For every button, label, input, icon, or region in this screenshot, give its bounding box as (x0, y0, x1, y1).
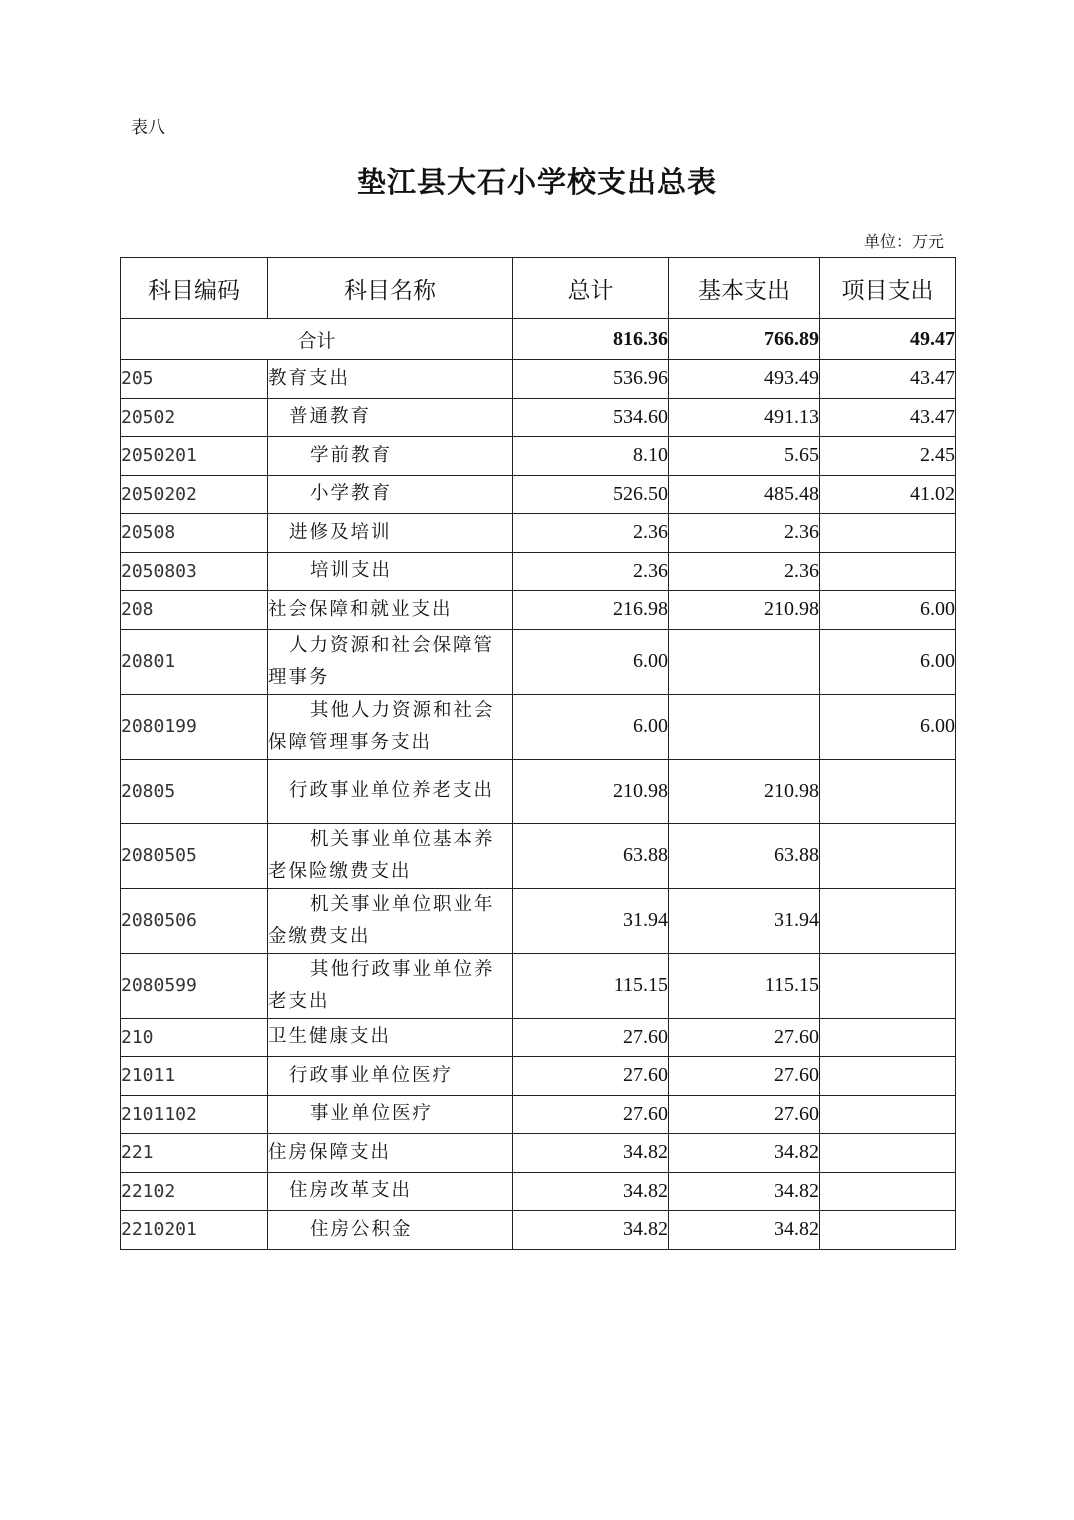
row-name: 事业单位医疗 (268, 1095, 513, 1134)
row-total: 536.96 (513, 360, 669, 399)
header-row (121, 258, 956, 319)
total-basic: 766.89 (669, 319, 820, 360)
row-name: 培训支出 (268, 552, 513, 591)
row-basic: 27.60 (669, 1095, 820, 1134)
row-name: 其他人力资源和社会保障管理事务支出 (268, 694, 513, 759)
row-name: 其他行政事业单位养老支出 (268, 953, 513, 1018)
row-total: 34.82 (513, 1134, 669, 1173)
row-total: 34.82 (513, 1211, 669, 1250)
table-row (121, 360, 956, 399)
row-basic: 63.88 (669, 823, 820, 888)
row-code: 20502 (121, 398, 268, 437)
row-basic: 210.98 (669, 759, 820, 823)
row-project (820, 1018, 956, 1057)
row-code: 20801 (121, 629, 268, 694)
table-row (121, 1211, 956, 1250)
row-name: 住房公积金 (268, 1211, 513, 1250)
row-name: 社会保障和就业支出 (268, 591, 513, 630)
row-project (820, 1095, 956, 1134)
row-project: 6.00 (820, 629, 956, 694)
row-name: 人力资源和社会保障管理事务 (268, 629, 513, 694)
row-basic: 34.82 (669, 1134, 820, 1173)
row-name: 住房保障支出 (268, 1134, 513, 1173)
row-code: 2050202 (121, 475, 268, 514)
row-total: 2.36 (513, 552, 669, 591)
row-code: 20508 (121, 514, 268, 553)
row-project (820, 1057, 956, 1096)
table-row (121, 694, 956, 759)
row-basic: 27.60 (669, 1018, 820, 1057)
table-row (121, 398, 956, 437)
total-label: 合计 (121, 319, 513, 360)
row-name: 机关事业单位职业年金缴费支出 (268, 888, 513, 953)
row-name: 卫生健康支出 (268, 1018, 513, 1057)
row-name: 机关事业单位基本养老保险缴费支出 (268, 823, 513, 888)
row-basic: 5.65 (669, 437, 820, 476)
row-code: 2080599 (121, 953, 268, 1018)
row-project: 41.02 (820, 475, 956, 514)
row-total: 8.10 (513, 437, 669, 476)
row-code: 210 (121, 1018, 268, 1057)
table-row (121, 629, 956, 694)
total-total: 816.36 (513, 319, 669, 360)
header-code: 科目编码 (121, 258, 268, 319)
table-row (121, 759, 956, 823)
unit-label: 单位：万元 (863, 232, 944, 251)
row-project (820, 953, 956, 1018)
row-project: 6.00 (820, 591, 956, 630)
row-total: 526.50 (513, 475, 669, 514)
row-basic: 2.36 (669, 514, 820, 553)
row-project (820, 552, 956, 591)
header-name: 科目名称 (268, 258, 513, 319)
row-project (820, 888, 956, 953)
row-basic (669, 694, 820, 759)
row-total: 34.82 (513, 1172, 669, 1211)
row-total: 6.00 (513, 694, 669, 759)
table-row (121, 1095, 956, 1134)
table-row (121, 437, 956, 476)
row-name: 行政事业单位养老支出 (268, 759, 513, 823)
row-total: 27.60 (513, 1095, 669, 1134)
row-project (820, 823, 956, 888)
row-code: 21011 (121, 1057, 268, 1096)
row-project (820, 1172, 956, 1211)
row-basic (669, 629, 820, 694)
table-row (121, 1018, 956, 1057)
row-basic: 115.15 (669, 953, 820, 1018)
row-name: 行政事业单位医疗 (268, 1057, 513, 1096)
table-row (121, 1172, 956, 1211)
row-basic: 34.82 (669, 1211, 820, 1250)
row-project (820, 1134, 956, 1173)
row-code: 205 (121, 360, 268, 399)
header-project: 项目支出 (820, 258, 956, 319)
row-project: 43.47 (820, 398, 956, 437)
row-total: 31.94 (513, 888, 669, 953)
row-name: 小学教育 (268, 475, 513, 514)
row-basic: 31.94 (669, 888, 820, 953)
row-name: 进修及培训 (268, 514, 513, 553)
row-code: 221 (121, 1134, 268, 1173)
row-total: 534.60 (513, 398, 669, 437)
row-basic: 27.60 (669, 1057, 820, 1096)
row-code: 20805 (121, 759, 268, 823)
header-total: 总计 (513, 258, 669, 319)
table-row (121, 514, 956, 553)
row-code: 2050201 (121, 437, 268, 476)
row-code: 2080506 (121, 888, 268, 953)
row-total: 27.60 (513, 1018, 669, 1057)
row-project (820, 1211, 956, 1250)
row-total: 115.15 (513, 953, 669, 1018)
table-row (121, 953, 956, 1018)
row-basic: 493.49 (669, 360, 820, 399)
row-code: 208 (121, 591, 268, 630)
row-name: 普通教育 (268, 398, 513, 437)
table-row (121, 823, 956, 888)
row-name: 教育支出 (268, 360, 513, 399)
document-title: 垫江县大石小学校支出总表 (356, 165, 717, 199)
row-project: 2.45 (820, 437, 956, 476)
row-project: 6.00 (820, 694, 956, 759)
table-row (121, 552, 956, 591)
row-project (820, 514, 956, 553)
row-total: 210.98 (513, 759, 669, 823)
header-basic: 基本支出 (669, 258, 820, 319)
table-row (121, 888, 956, 953)
row-project: 43.47 (820, 360, 956, 399)
table-row (121, 1057, 956, 1096)
row-basic: 34.82 (669, 1172, 820, 1211)
row-total: 6.00 (513, 629, 669, 694)
row-code: 2050803 (121, 552, 268, 591)
table-row (121, 475, 956, 514)
row-basic: 2.36 (669, 552, 820, 591)
table-number: 表八 (131, 118, 165, 138)
table-row (121, 591, 956, 630)
row-basic: 485.48 (669, 475, 820, 514)
row-project (820, 759, 956, 823)
row-code: 2080505 (121, 823, 268, 888)
row-code: 2080199 (121, 694, 268, 759)
total-row (121, 319, 956, 360)
row-name: 学前教育 (268, 437, 513, 476)
row-name: 住房改革支出 (268, 1172, 513, 1211)
row-total: 27.60 (513, 1057, 669, 1096)
row-code: 22102 (121, 1172, 268, 1211)
expenditure-table (120, 257, 956, 1250)
row-code: 2101102 (121, 1095, 268, 1134)
row-total: 216.98 (513, 591, 669, 630)
row-basic: 491.13 (669, 398, 820, 437)
row-code: 2210201 (121, 1211, 268, 1250)
row-basic: 210.98 (669, 591, 820, 630)
row-total: 2.36 (513, 514, 669, 553)
table-row (121, 1134, 956, 1173)
row-total: 63.88 (513, 823, 669, 888)
total-project: 49.47 (820, 319, 956, 360)
